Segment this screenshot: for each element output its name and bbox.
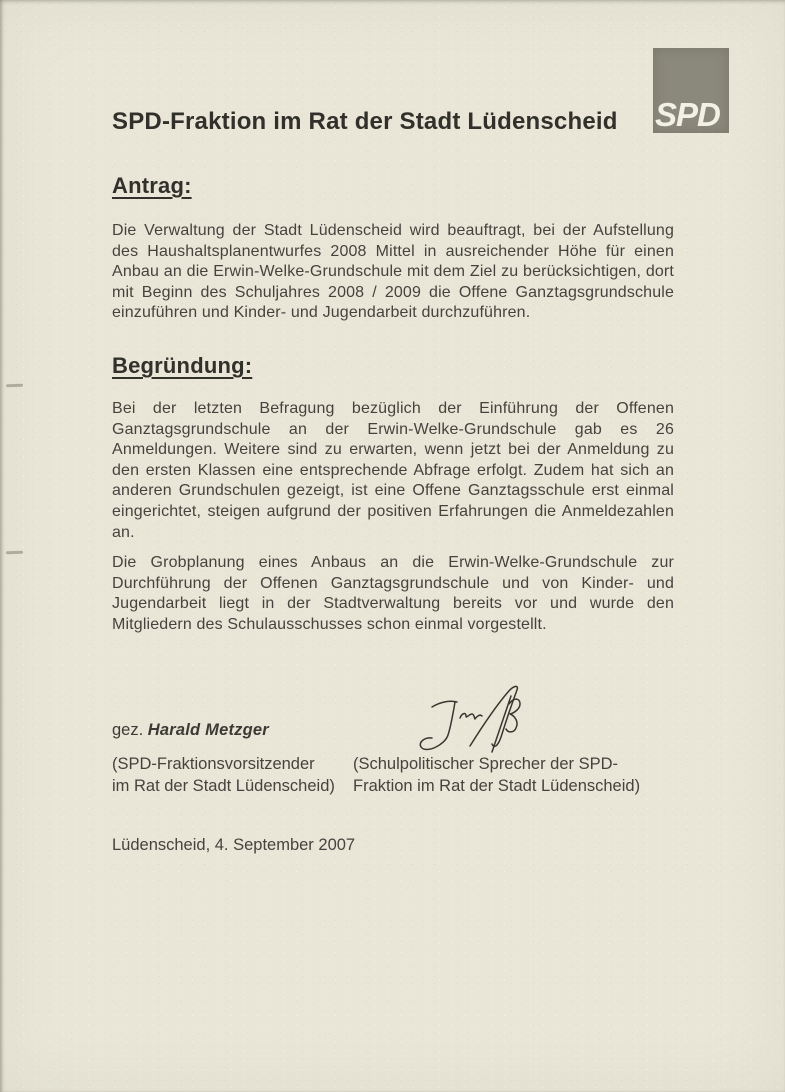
role-right-line-1: (Schulpolitischer Sprecher der SPD- — [353, 755, 619, 773]
fold-mark-bottom — [6, 551, 23, 555]
begruendung-paragraph-1: Bei der letzten Befragung bezüglich der Einführung der Offenen Ganztagsgrundschule an der Erwin-Welke-Grundschule gab es 26 Anmeldungen. Weitere sind zu erwarten, wenn jetzt bei der Anmeldung zu den ersten Klassen eine entsprechende Abfrage erfolgt. Zudem hat sich an anderen Grundschulen gezeigt, ist eine Offene Ganztagsschule erst einmal eingerichtet, steigen aufgrund der positiven Erfahrungen die Anmeldezahlen an. — [112, 400, 674, 541]
gez-line — [112, 721, 269, 740]
role-left-block — [112, 754, 335, 797]
antrag-heading: Antrag: — [112, 173, 192, 198]
begruendung-paragraph-2: Die Grobplanung eines Anbaus an die Erwin-Welke-Grundschule zur Durchführung der Offenen Ganztagsgrundschule und von Kinder- und Jugendarbeit liegt in der Stadtverwaltung bereits vor und wurde den Mitgliedern des Schulausschusses schon einmal vorgestellt. — [112, 554, 674, 633]
role-right-line-2: Fraktion im Rat der Stadt Lüdenscheid) — [353, 776, 641, 795]
handwritten-signature — [412, 682, 542, 762]
role-right-block — [353, 754, 640, 797]
role-left-line-2: im Rat der Stadt Lüdenscheid) — [112, 776, 335, 795]
signer-name: Harald Metzger — [147, 721, 269, 739]
date-line: Lüdenscheid, 4. September 2007 — [112, 836, 356, 854]
spd-logo-text: SPD — [655, 96, 720, 133]
gez-prefix: gez. — [112, 721, 148, 739]
page-title: SPD-Fraktion im Rat der Stadt Lüdenscheid — [112, 108, 618, 135]
role-left-line-1: (SPD-Fraktionsvorsitzender — [112, 755, 315, 773]
spd-logo — [653, 48, 729, 133]
fold-mark-top — [6, 384, 23, 388]
begruendung-heading: Begründung: — [112, 353, 253, 378]
antrag-paragraph: Die Verwaltung der Stadt Lüdenscheid wird beauftragt, bei der Aufstellung des Haushaltsplanentwurfes 2008 Mittel in ausreichender Höhe für einen Anbau an die Erwin-Welke-Grundschule mit dem Ziel zu berücksichtigen, dort mit Beginn des Schuljahres 2008 / 2009 die Offene Ganztagsgrundschule einzuführen und Kinder- und Jugendarbeit durchzuführen. — [112, 222, 674, 322]
